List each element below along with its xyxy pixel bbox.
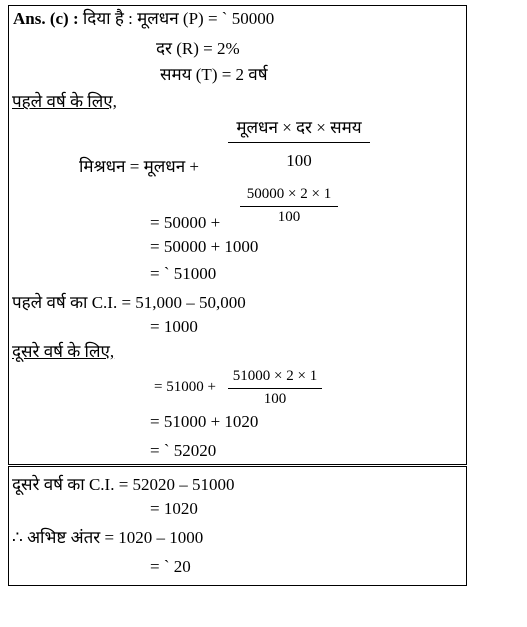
year1-step1-lhs: = 50000 + — [150, 213, 221, 232]
year1-step1-fraction — [240, 184, 338, 227]
year1-ci-line: पहले वर्ष का C.I. = 51,000 – 50,000 — [12, 293, 246, 312]
fraction-bar — [228, 142, 370, 143]
year1-step2: = 50000 + 1000 — [150, 237, 259, 256]
year2-step2: = 51000 + 1020 — [150, 412, 259, 431]
year1-step3: = ` 51000 — [150, 264, 217, 283]
year1-heading: पहले वर्ष के लिए, — [12, 92, 117, 111]
given-principal: दिया है : मूलधन (P) = ` 50000 — [82, 9, 275, 28]
year2-ci-line: दूसरे वर्ष का C.I. = 52020 – 51000 — [12, 475, 235, 494]
year2-ci-result: = 1020 — [150, 499, 198, 518]
fraction-denominator: 100 — [263, 391, 287, 407]
year2-heading: दूसरे वर्ष के लिए, — [12, 342, 115, 361]
fraction-numerator: 50000 × 2 × 1 — [246, 186, 332, 202]
given-time: समय (T) = 2 वर्ष — [160, 65, 268, 84]
given-rate: दर (R) = 2% — [156, 39, 240, 58]
year2-step1-lhs: = 51000 + — [154, 379, 216, 395]
year2-step3: = ` 52020 — [150, 441, 217, 460]
year2-step1-fraction — [228, 366, 322, 409]
year1-formula-lhs: मिश्रधन = मूलधन + — [79, 157, 200, 176]
fraction-denominator: 100 — [286, 151, 312, 170]
fraction-numerator: मूलधन × दर × समय — [236, 118, 362, 137]
result-value: = ` 20 — [150, 557, 191, 576]
fraction-denominator: 100 — [277, 209, 301, 225]
result-line: ∴ अभिष्ट अंतर = 1020 – 1000 — [12, 528, 204, 547]
year1-ci-result: = 1000 — [150, 317, 198, 336]
answer-option: Ans. (c) : — [13, 9, 79, 28]
year1-formula-fraction — [228, 118, 370, 171]
answer-label — [13, 9, 274, 29]
fraction-numerator: 51000 × 2 × 1 — [232, 368, 318, 384]
